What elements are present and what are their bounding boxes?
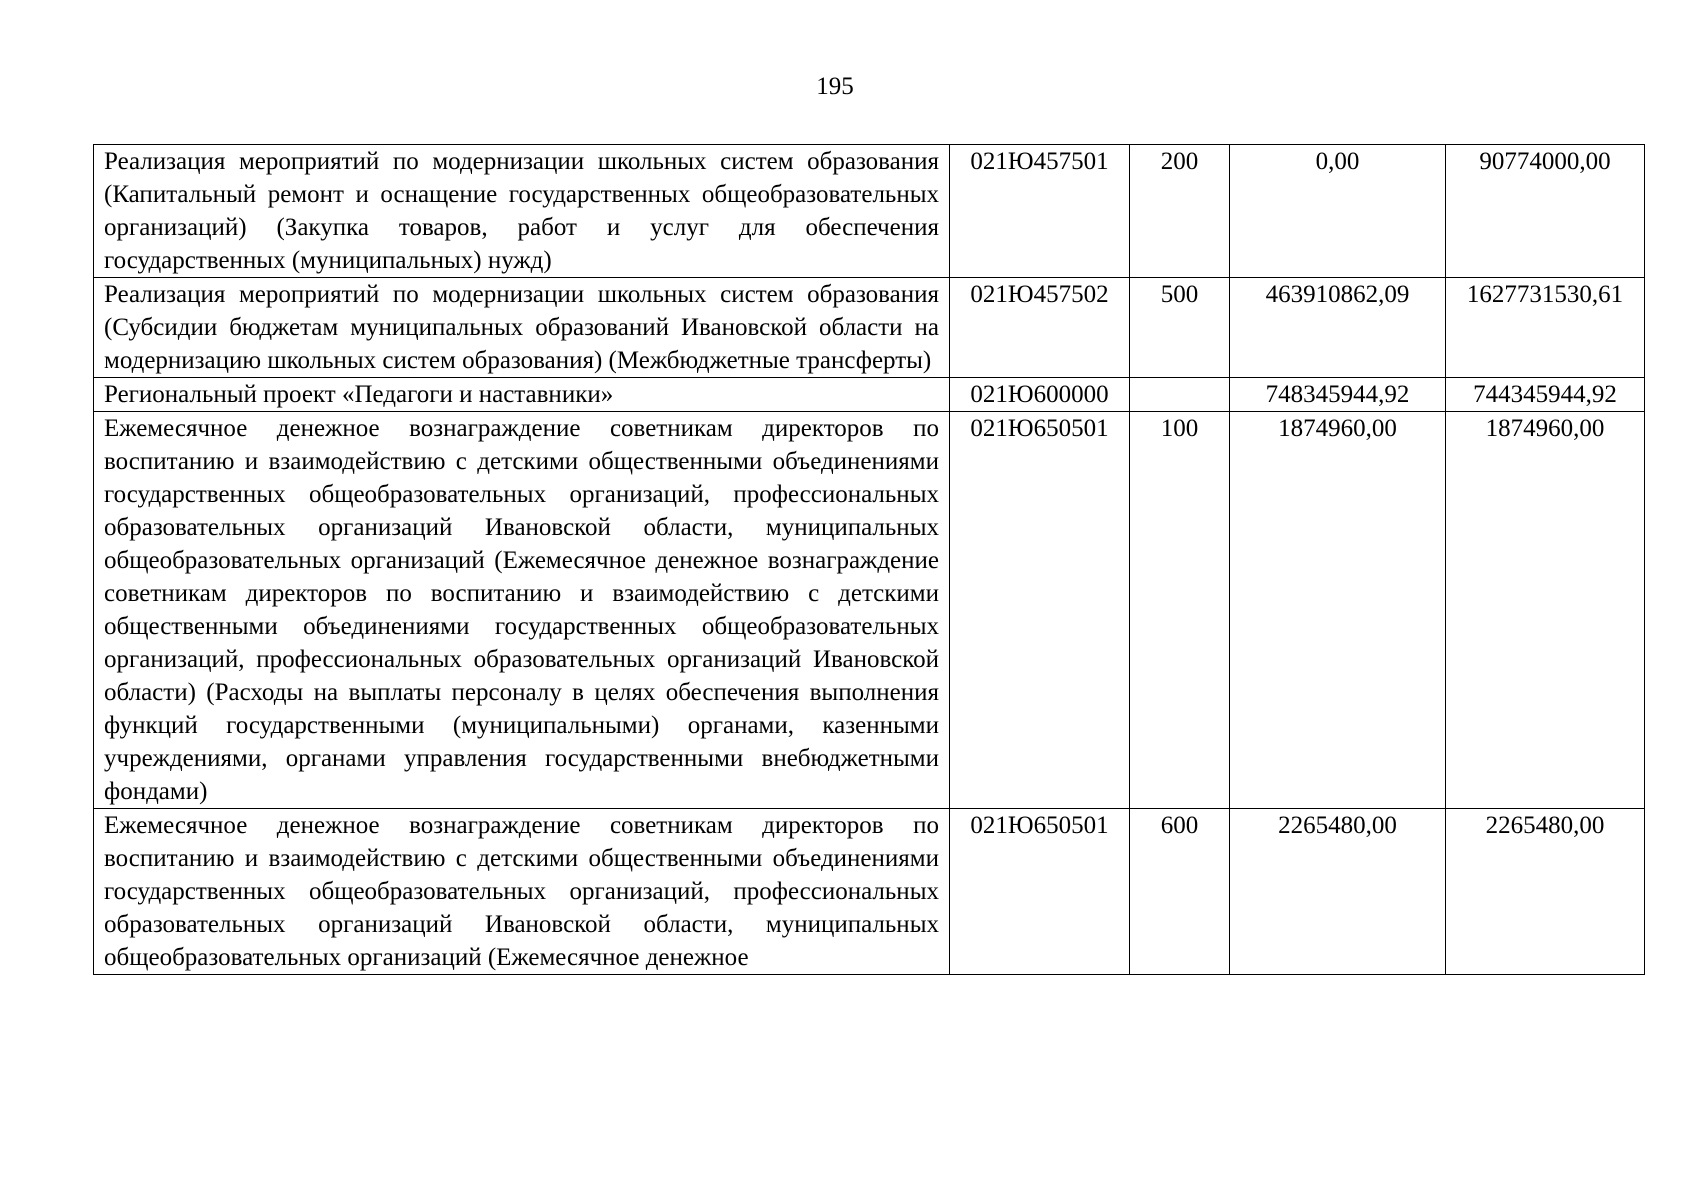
table-row: [94, 145, 1645, 278]
row-expense-type: 500: [1130, 278, 1230, 378]
row-target-code: 021Ю457502: [950, 278, 1130, 378]
row-description: Ежемесячное денежное вознаграждение советникам директоров по воспитанию и взаимодействию с детскими общественными объединениями государственных общеобразовательных организаций, профессиональных образовательных организаций Ивановской области, муниципальных общеобразовательных организаций (Ежемесячное денежное вознаграждение советникам директоров по воспитанию и взаимодействию с детскими общественными объединениями государственных общеобразовательных организаций, профессиональных образовательных организаций Ивановской области) (Расходы на выплаты персоналу в целях обеспечения выполнения функций государственными (муниципальными) органами, казенными учреждениями, органами управления государственными внебюджетными фондами): [94, 412, 950, 809]
row-expense-type: [1130, 378, 1230, 412]
row-amount-2: 1627731530,61: [1446, 278, 1645, 378]
row-amount-2: 744345944,92: [1446, 378, 1645, 412]
table-row: [94, 809, 1645, 975]
page-number: 195: [816, 73, 854, 100]
row-amount-2: 1874960,00: [1446, 412, 1645, 809]
row-amount-2: 90774000,00: [1446, 145, 1645, 278]
row-expense-type: 100: [1130, 412, 1230, 809]
row-expense-type: 600: [1130, 809, 1230, 975]
table-row: [94, 278, 1645, 378]
row-description: Ежемесячное денежное вознаграждение советникам директоров по воспитанию и взаимодействию с детскими общественными объединениями государственных общеобразовательных организаций, профессиональных образовательных организаций Ивановской области, муниципальных общеобразовательных организаций (Ежемесячное денежное: [94, 809, 950, 975]
row-description: Реализация мероприятий по модернизации школьных систем образования (Субсидии бюджетам муниципальных образований Ивановской области на модернизацию школьных систем образования) (Межбюджетные трансферты): [94, 278, 950, 378]
table-row: [94, 412, 1645, 809]
row-amount-1: 2265480,00: [1230, 809, 1446, 975]
row-target-code: 021Ю600000: [950, 378, 1130, 412]
row-expense-type: 200: [1130, 145, 1230, 278]
row-target-code: 021Ю650501: [950, 809, 1130, 975]
row-description: Реализация мероприятий по модернизации школьных систем образования (Капитальный ремонт и оснащение государственных общеобразовательных организаций) (Закупка товаров, работ и услуг для обеспечения государственных (муниципальных) нужд): [94, 145, 950, 278]
budget-table: [93, 144, 1645, 975]
row-amount-2: 2265480,00: [1446, 809, 1645, 975]
table-row: [94, 378, 1645, 412]
row-amount-1: 463910862,09: [1230, 278, 1446, 378]
row-amount-1: 0,00: [1230, 145, 1446, 278]
row-amount-1: 1874960,00: [1230, 412, 1446, 809]
row-target-code: 021Ю650501: [950, 412, 1130, 809]
row-description: Региональный проект «Педагоги и наставники»: [94, 378, 950, 412]
row-target-code: 021Ю457501: [950, 145, 1130, 278]
row-amount-1: 748345944,92: [1230, 378, 1446, 412]
